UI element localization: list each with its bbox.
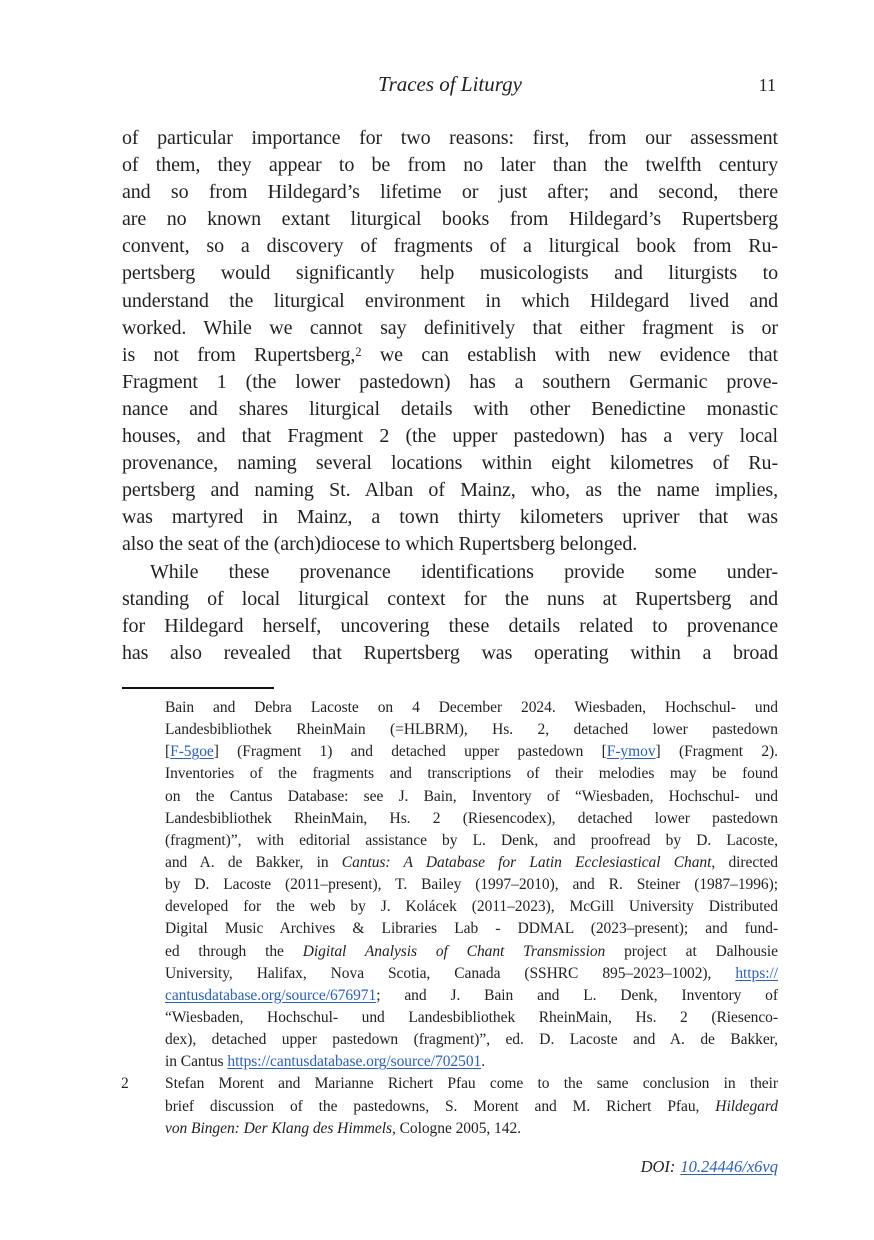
- text-line: [165, 852, 778, 874]
- text-segment: ] (Fragment 2).: [655, 743, 778, 761]
- footnotes: [122, 697, 778, 1140]
- doi-link[interactable]: 10.24446/x6vq: [680, 1157, 778, 1176]
- cantus-702501-link[interactable]: https://cantusdatabase.org/source/702501: [227, 1053, 482, 1071]
- text-segment: dex), detached upper pastedown (fragment)”, ed. D. Lacoste and A. de Bakker,: [165, 1031, 778, 1049]
- body-text: [122, 125, 778, 667]
- text-segment: , directed: [711, 853, 778, 871]
- footnote: [122, 697, 778, 1073]
- cantus-676971-link-start[interactable]: https://: [735, 964, 778, 982]
- text-segment: Digital Music Archives & Libraries Lab - DDMAL (2023–present); and fund-: [165, 920, 778, 938]
- text-line: [122, 315, 778, 342]
- text-line: [122, 477, 778, 504]
- text-line: [122, 504, 778, 531]
- text-segment: standing of local liturgical context for the nuns at Rupertsberg and: [122, 587, 778, 610]
- text-line: [122, 152, 778, 179]
- text-line: [165, 697, 778, 719]
- text-line: [122, 586, 778, 613]
- text-line: [122, 396, 778, 423]
- text-segment: nance and shares liturgical details with other Benedictine monastic: [122, 397, 778, 420]
- text-line: [122, 450, 778, 477]
- text-line: [122, 640, 778, 667]
- text-line: [122, 531, 778, 558]
- text-line: [122, 288, 778, 315]
- text-line: [122, 179, 778, 206]
- text-line: [122, 125, 778, 152]
- text-line: [165, 1051, 778, 1073]
- text-segment: University, Halifax, Nova Scotia, Canada (SSHRC 895–2023–1002),: [165, 964, 736, 982]
- text-segment: developed for the web by J. Kolácek (2011–2023), McGill University Distributed: [165, 898, 778, 916]
- footnote-number: 2: [121, 1075, 129, 1093]
- text-line: [122, 233, 778, 260]
- text-segment: Landesbibliothek RheinMain (=HLBRM), Hs. 2, detached lower pastedown: [165, 721, 778, 739]
- f-5goe-link[interactable]: F-5goe: [170, 743, 214, 761]
- text-line: [165, 963, 778, 985]
- page-header-title: Traces of Liturgy: [378, 72, 522, 96]
- text-segment: in Cantus: [165, 1053, 228, 1071]
- text-segment: of them, they appear to be from no later than the twelfth century: [122, 154, 778, 177]
- text-line: [122, 206, 778, 233]
- text-segment: , Cologne 2005, 142.: [391, 1119, 521, 1137]
- f-ymov-link[interactable]: F-ymov: [606, 743, 656, 761]
- text-line: [165, 941, 778, 963]
- text-line: [165, 786, 778, 808]
- doi-line: [122, 1157, 778, 1177]
- text-segment: (fragment)”, with editorial assistance by L. Denk, and proofread by D. Lacoste,: [165, 831, 778, 849]
- text-segment: [: [165, 743, 171, 761]
- text-segment: of particular importance for two reasons: first, from our assessment: [122, 127, 778, 149]
- text-line: [165, 719, 778, 741]
- text-segment: and A. de Bakker, in: [165, 853, 342, 871]
- text-segment: Cantus: A Database for Latin Ecclesiastical Chant: [341, 853, 712, 871]
- text-segment: Fragment 1 (the lower pastedown) has a southern Germanic prove-: [122, 370, 778, 393]
- text-segment: brief discussion of the pastedowns, S. Morent and M. Richert Pfau,: [165, 1097, 716, 1115]
- text-segment: we can establish with new evidence that: [361, 343, 778, 366]
- text-segment: “Wiesbaden, Hochschul- und Landesbibliothek RheinMain, Hs. 2 (Riesenco-: [165, 1008, 778, 1026]
- page-number: 11: [758, 75, 776, 95]
- text-segment: on the Cantus Database: see J. Bain, Inventory of “Wiesbaden, Hochschul- und: [165, 787, 778, 805]
- text-segment: Stefan Morent and Marianne Richert Pfau come to the same conclusion in their: [165, 1075, 778, 1093]
- footnote: [122, 1073, 778, 1139]
- text-line: [165, 918, 778, 940]
- text-line: [165, 985, 778, 1007]
- text-line: [122, 559, 778, 586]
- text-line: [165, 896, 778, 918]
- text-line: [165, 874, 778, 896]
- paragraph: [122, 559, 778, 667]
- text-line: [165, 1073, 778, 1095]
- doi-label: DOI:: [640, 1157, 676, 1176]
- text-line: [165, 763, 778, 785]
- text-segment: houses, and that Fragment 2 (the upper pastedown) has a very local: [122, 425, 778, 448]
- text-segment: is not from Rupertsberg,: [122, 343, 356, 366]
- text-segment: Inventories of the fragments and transcriptions of their melodies may be found: [165, 765, 778, 783]
- text-segment: Digital Analysis of Chant Transmission: [302, 942, 606, 960]
- text-line: [122, 613, 778, 640]
- text-segment: Hildegard: [715, 1097, 778, 1115]
- text-line: [165, 1096, 778, 1118]
- text-line: [165, 1007, 778, 1029]
- text-segment: .: [481, 1053, 486, 1071]
- text-segment: worked. While we cannot say definitively that either fragment is or: [122, 316, 778, 339]
- text-segment: While these provenance identifications provide some under-: [150, 560, 778, 583]
- text-segment: pertsberg would significantly help musicologists and liturgists to: [122, 262, 778, 285]
- footnote-rule: [122, 687, 274, 689]
- text-segment: by D. Lacoste (2011–present), T. Bailey (1997–2010), and R. Steiner (1987–1996);: [165, 876, 778, 894]
- text-segment: also the seat of the (arch)diocese to which Rupertsberg belonged.: [122, 533, 638, 556]
- text-line: [165, 808, 778, 830]
- text-segment: Bain and Debra Lacoste on 4 December 2024. Wiesbaden, Hochschul- und: [165, 699, 778, 716]
- paragraph: [122, 125, 778, 559]
- text-segment: project at Dalhousie: [605, 942, 778, 960]
- text-segment: understand the liturgical environment in which Hildegard lived and: [122, 289, 778, 312]
- text-line: [165, 1118, 778, 1140]
- text-segment: was martyred in Mainz, a town thirty kilometers upriver that was: [122, 506, 778, 529]
- text-line: [122, 260, 778, 287]
- text-line: [165, 741, 778, 763]
- running-head: [122, 72, 778, 97]
- text-segment: are no known extant liturgical books from Hildegard’s Rupertsberg: [122, 208, 778, 231]
- text-segment: Landesbibliothek RheinMain, Hs. 2 (Riesencodex), detached lower pastedown: [165, 809, 778, 827]
- text-segment: ] (Fragment 1) and detached upper pastedown [: [213, 743, 607, 761]
- text-segment: ; and J. Bain and L. Denk, Inventory of: [376, 986, 778, 1004]
- text-line: [165, 1029, 778, 1051]
- text-line: [122, 423, 778, 450]
- text-segment: von Bingen: Der Klang des Himmels: [165, 1119, 392, 1137]
- text-segment: ed through the: [165, 942, 303, 960]
- text-segment: has also revealed that Rupertsberg was operating within a broad: [122, 641, 778, 664]
- text-segment: provenance, naming several locations within eight kilometres of Ru-: [122, 452, 778, 475]
- text-line: [165, 830, 778, 852]
- text-segment: pertsberg and naming St. Alban of Mainz, who, as the name implies,: [122, 479, 778, 502]
- text-segment: and so from Hildegard’s lifetime or just after; and second, there: [122, 181, 778, 204]
- text-segment: for Hildegard herself, uncovering these details related to provenance: [122, 614, 778, 637]
- footnote-reference: 2: [355, 344, 362, 359]
- text-line: [122, 342, 778, 369]
- text-line: [122, 369, 778, 396]
- text-segment: convent, so a discovery of fragments of a liturgical book from Ru-: [122, 235, 778, 258]
- cantus-676971-link-end[interactable]: cantusdatabase.org/source/676971: [165, 986, 377, 1004]
